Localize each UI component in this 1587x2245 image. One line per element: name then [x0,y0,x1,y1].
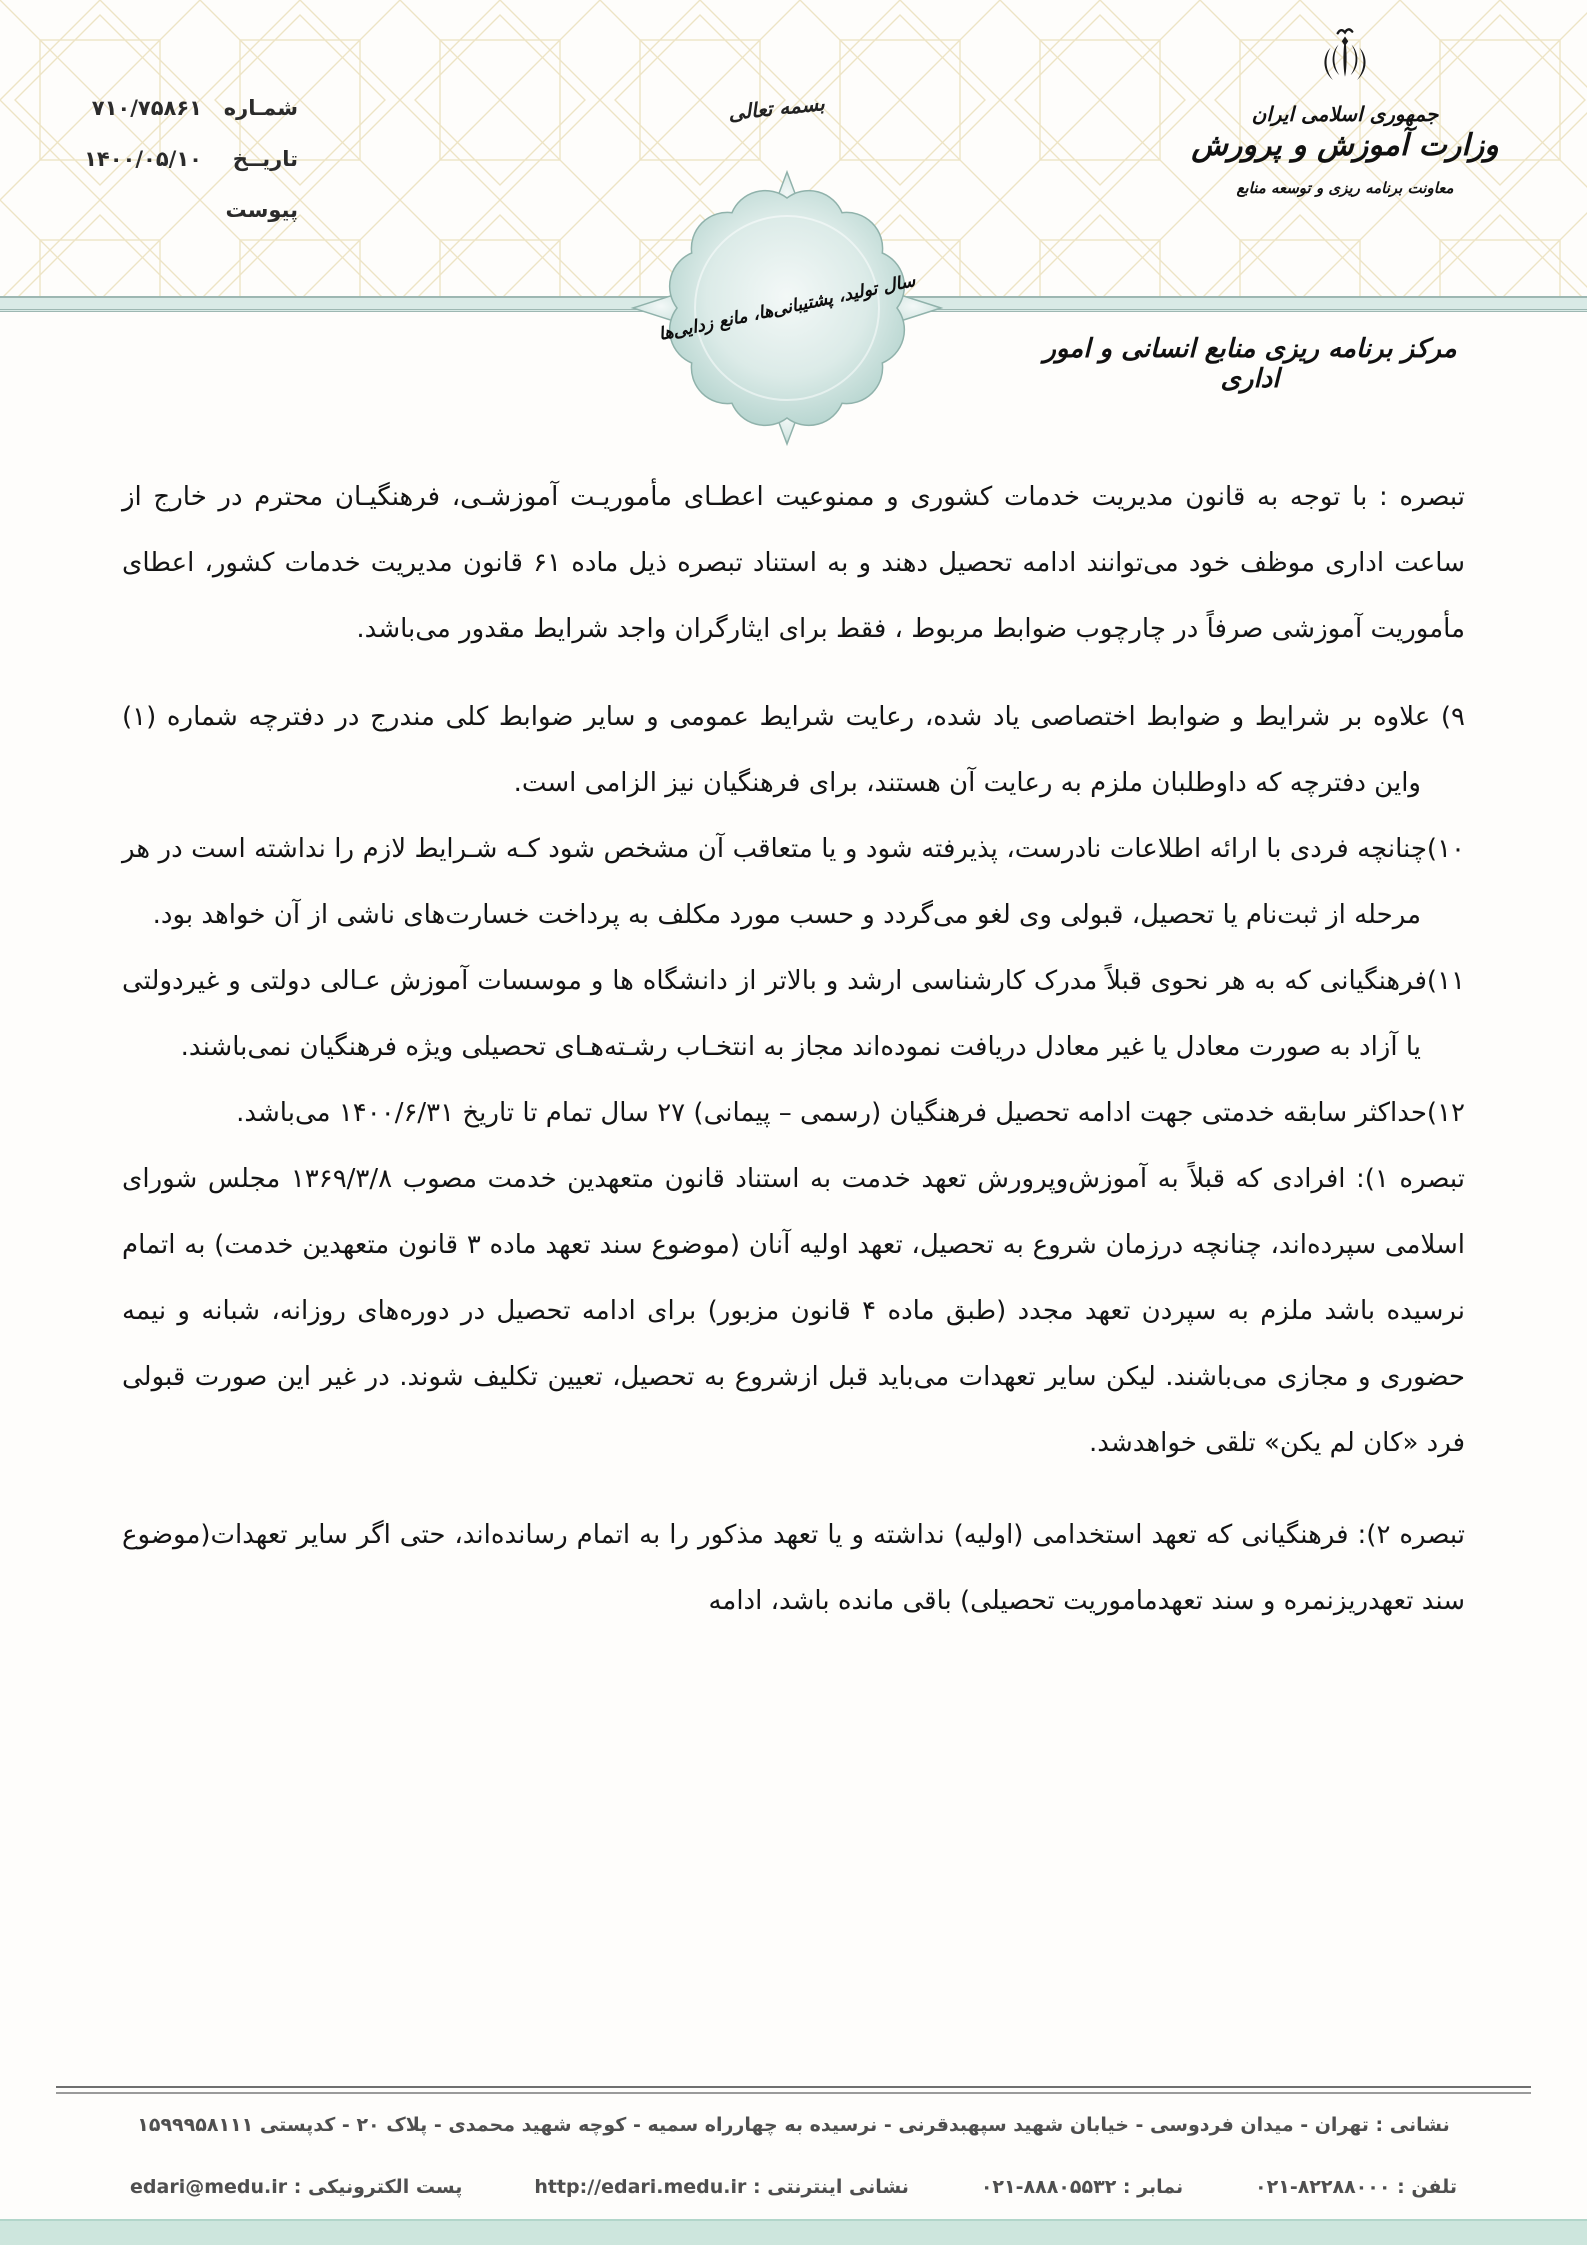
ministry-name: وزارت آموزش و پرورش [1191,128,1499,163]
phone-value: ۸۲۲۸۸۰۰۰-۰۲۱ [1255,2176,1391,2198]
year-slogan: سال تولید، پشتیبانی‌ها، مانع زدایی‌ها [656,271,918,345]
website-value: http://edari.medu.ir [534,2176,747,2198]
letter-attachment-row [48,198,298,222]
letter-number-row [48,96,298,120]
website-label: نشانی اینترنتی : [753,2176,909,2198]
paragraph-note: تبصره : با توجه به قانون مدیریت خدمات کشوری و ممنوعیت اعطـای مأموریـت آموزشـی، فرهنگیـان محترم در خارج از ساعت اداری موظف خود می‌توانند ادامه تحصیل دهند و به استناد تبصره ذیل ماده ۶۱ قانون مدیریت خدمات کشور، اعطای مأموریت آموزشی صرفاً در چارچوب ضوابط مربوط ، فقط برای ایثارگران واجد شرایط مقدور می‌باشد. [122,482,1466,644]
paragraph-item-12: ۱۲)حداکثر سابقه خدمتی جهت ادامه تحصیل فرهنگیان (رسمی – پیمانی) ۲۷ سال تمام تا تاریخ ۱۴۰۰/۶/۳۱ می‌باشد. [236,1098,1465,1128]
letter-attachment-label: پیوست [225,198,298,222]
letter-date-row [48,147,298,171]
footer-divider [56,2086,1531,2094]
footer-email [130,2176,462,2198]
paragraph-note-2: تبصره ۲): فرهنگیانی که تعهد استخدامی (اولیه) نداشته و یا تعهد مذکور را به اتمام رسانده‌اند، حتی اگر سایر تعهدات(موضوع سند تعهدریزنمره و سند تعهدماموریت تحصیلی) باقی مانده باشد، ادامه [122,1520,1465,1616]
footer-fax [981,2176,1183,2198]
paragraph-note-1: تبصره ۱): افرادی که قبلاً به آموزش‌وپرورش تعهد خدمت به استناد قانون متعهدین خدمت مصوب ۱۳۶۹/۳/۸ مجلس شورای اسلامی سپرده‌اند، چنانچه درزمان شروع به تحصیل، تعهد اولیه آنان (موضوع سند تعهد ماده ۳ قانون متعهدین خدمت) به اتمام نرسیده باشد ملزم به سپردن تعهد مجدد (طبق ماده ۴ قانون مزبور) برای ادامه تحصیل در دوره‌های روزانه، شبانه و نیمه حضوری و مجازی می‌باشند. لیکن سایر تعهدات می‌باید قبل ازشروع به تحصیل، تعیین تکلیف شوند. در غیر این صورت قبولی فرد «کان لم یکن» تلقی خواهدشد. [122,1164,1466,1458]
footer-contact-row [0,2176,1587,2198]
deputy-name: معاونت برنامه ریزی و توسعه منابع [1236,179,1454,197]
bottom-color-band [0,2219,1587,2245]
issuing-center-name: مرکز برنامه ریزی منابع انسانی و امور اداری [1043,334,1457,394]
paragraph-item-11: ۱۱)فرهنگیانی که به هر نحوی قبلاً مدرک کارشناسی ارشد و بالاتر از دانشگاه ها و موسسات آموزش عـالی دولتی و غیردولتی یا آزاد به صورت معادل یا غیر معادل دریافت نموده‌اند مجاز به انتخـاب رشـته‌هـای تحصیلی ویژه فرهنگیان نمی‌باشند. [122,966,1465,1062]
footer-address: نشانی : تهران - میدان فردوسی - خیابان شهید سپهبدقرنی - نرسیده به چهارراه سمیه - کوچه شهید محمدی - پلاک ۲۰ - کدپستی ۱۵۹۹۹۵۸۱۱۱ [137,2114,1450,2136]
letter-body [122,464,1465,1634]
letter-date-label: تاریــخ [232,147,298,171]
paragraph-item-9: ۹) علاوه بر شرایط و ضوابط اختصاصی یاد شده، رعایت شرایط عمومی و سایر ضوابط کلی مندرج در دفترچه شماره (۱) واین دفترچه که داوطلبان ملزم به رعایت آن هستند، برای فرهنگیان نیز الزامی است. [122,702,1465,798]
paragraph-item-10: ۱۰)چنانچه فردی با ارائه اطلاعات نادرست، پذیرفته شود و یا متعاقب آن مشخص شود کـه شـرایط لازم را نداشته است در هر مرحله از ثبت‌نام یا تحصیل، قبولی وی لغو می‌گردد و حسب مورد مکلف به پرداخت خسارت‌های ناشی از آن خواهد بود. [122,834,1465,930]
phone-label: تلفن : [1397,2176,1457,2198]
email-label: پست الکترونیکی : [293,2176,463,2198]
footer-phone [1255,2176,1457,2198]
letter-date-value: ۱۴۰۰/۰۵/۱۰ [84,147,202,171]
country-name: جمهوری اسلامی ایران [1251,102,1439,126]
letter-number-value: ۷۱۰/۷۵۸۶۱ [91,96,202,120]
slogan-medallion [627,158,947,458]
fax-label: نمابر : [1122,2176,1184,2198]
letter-number-label: شمـاره [223,96,298,120]
fax-value: ۸۸۸۰۵۵۳۲-۰۲۱ [980,2176,1117,2198]
email-value: edari@medu.ir [130,2176,288,2198]
iran-emblem-icon [1316,24,1374,94]
ministry-letterhead [1180,24,1510,197]
basmala-text: بسمه تعالی [727,91,826,125]
footer-website [534,2176,909,2198]
letter-reference-fields [48,96,298,249]
